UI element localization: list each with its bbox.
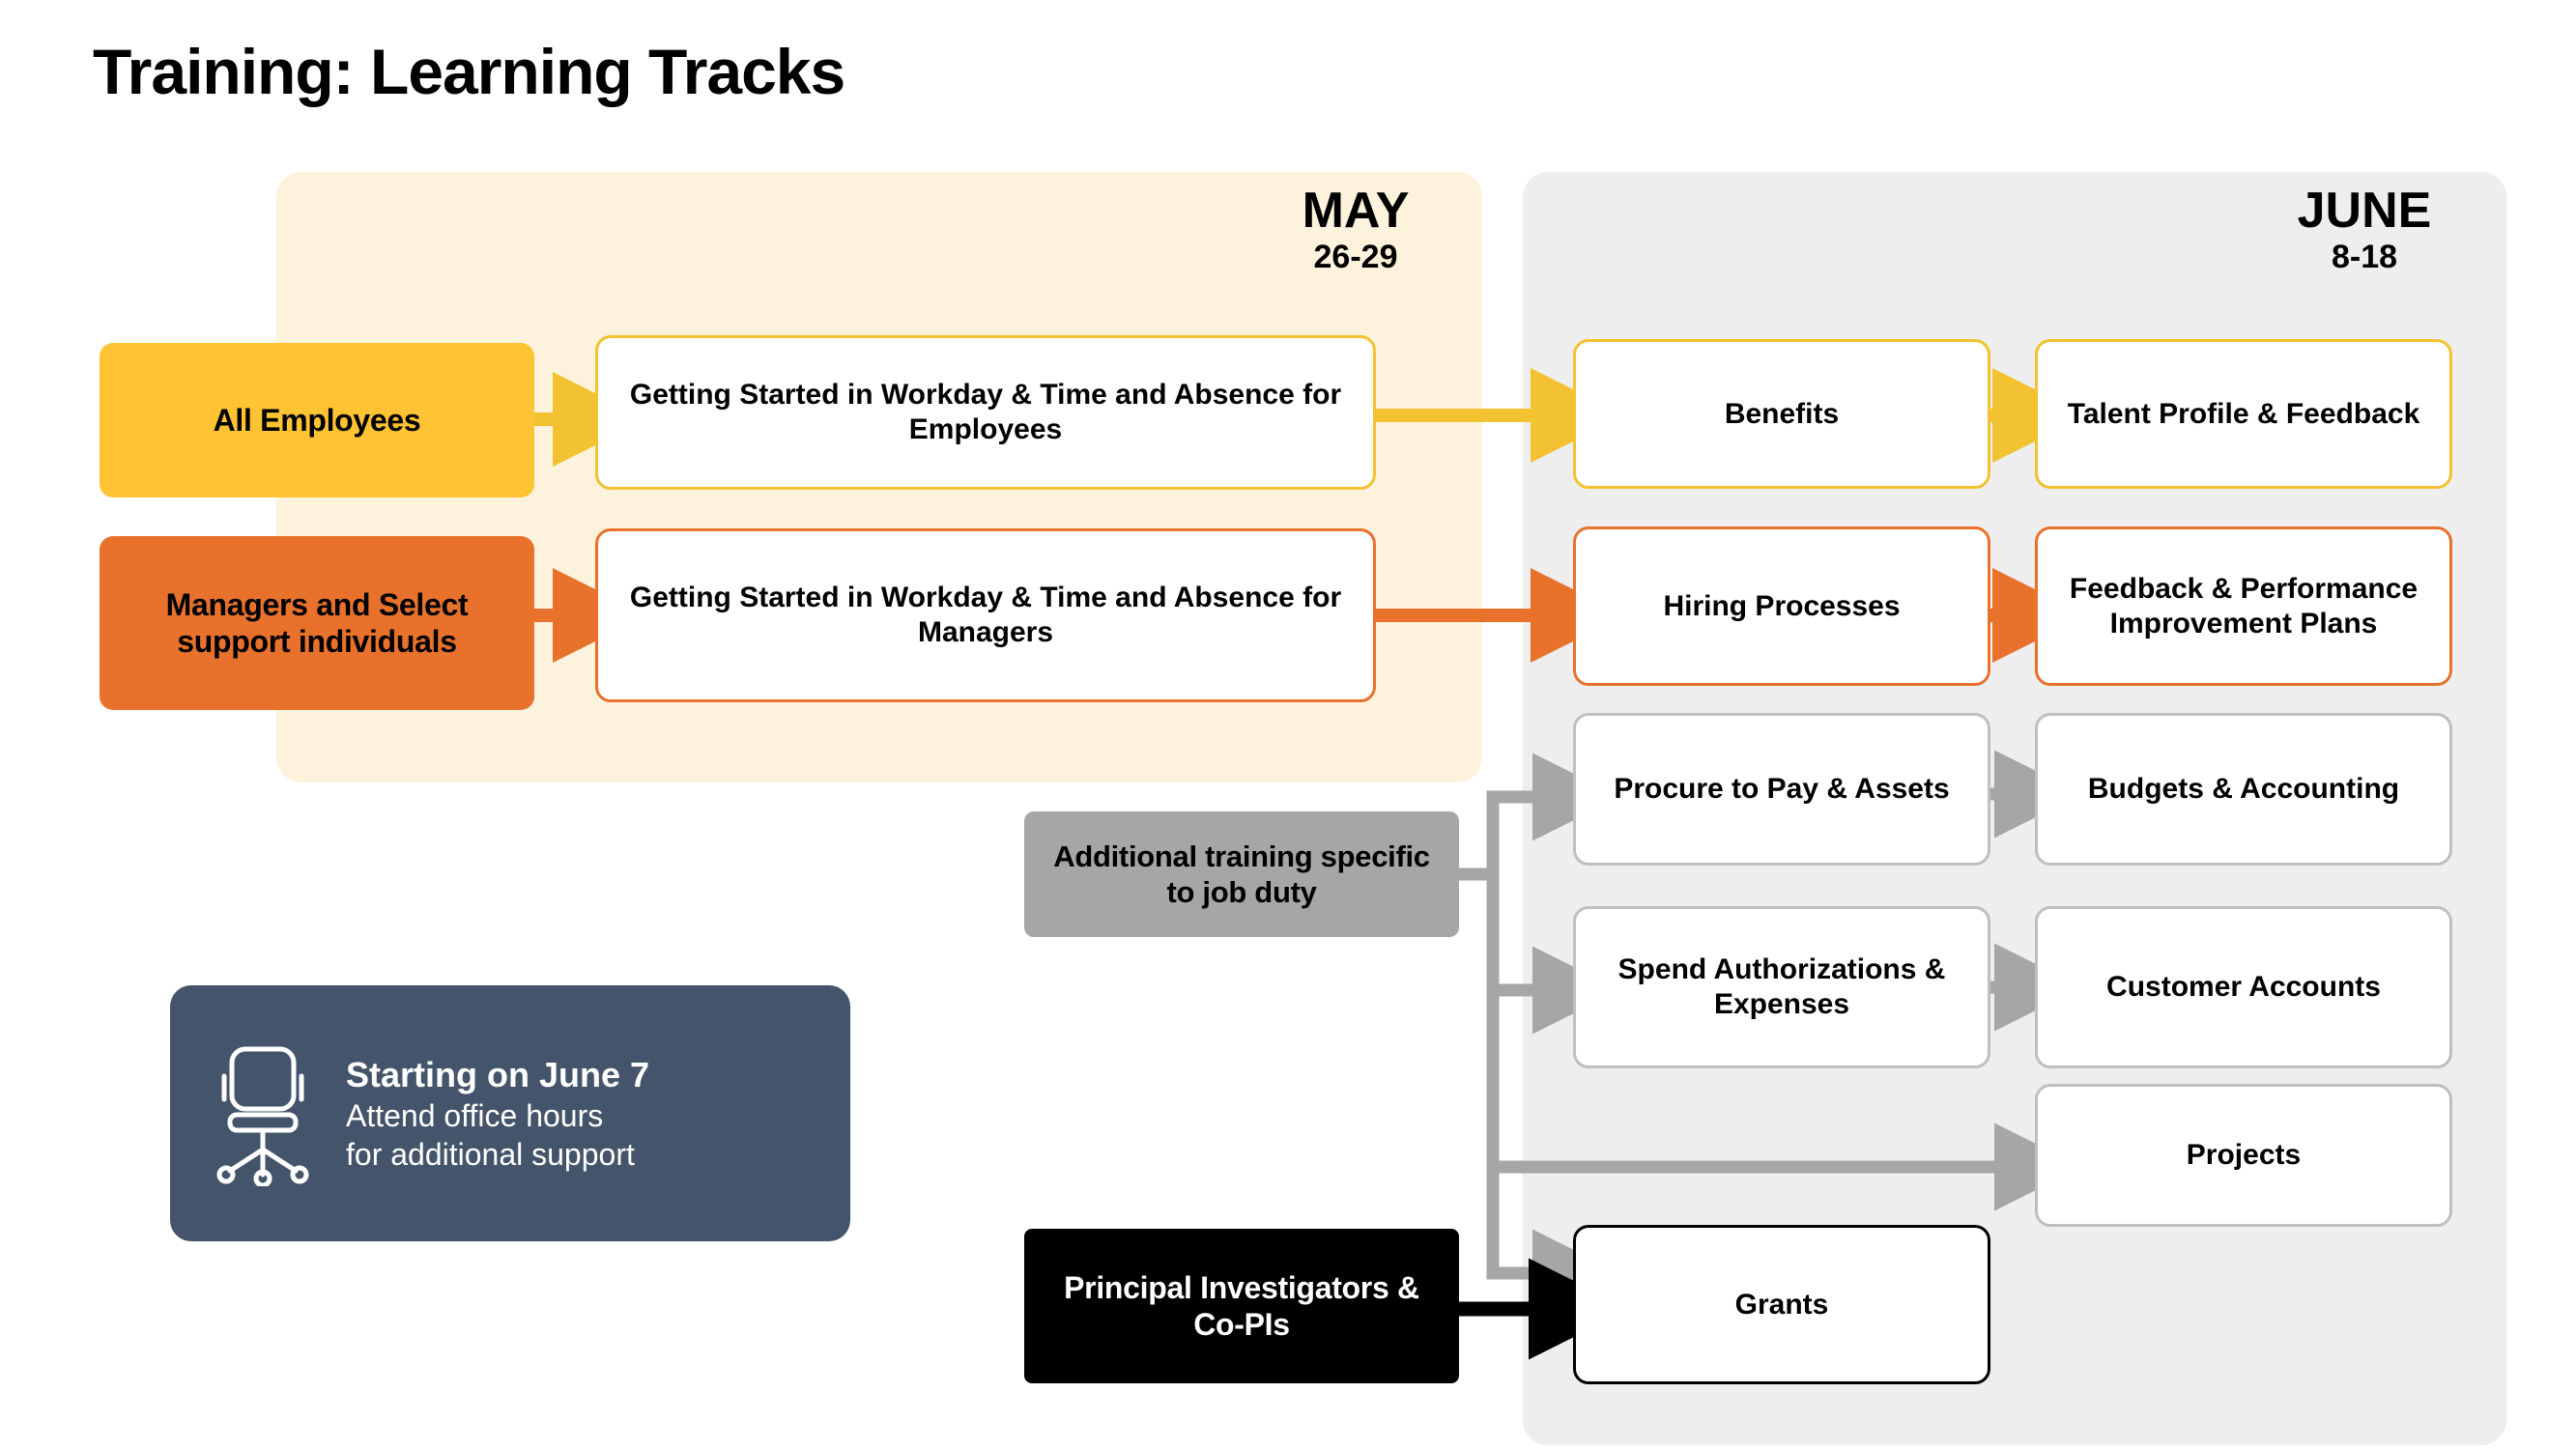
course-spend-authorizations-expenses[interactable]: Spend Authorizations & Expenses [1573, 906, 1990, 1068]
course-grants[interactable]: Grants [1573, 1225, 1990, 1384]
course-procure-to-pay-assets[interactable]: Procure to Pay & Assets [1573, 713, 1990, 866]
office-hours-text [327, 1053, 649, 1174]
course-hiring-processes[interactable]: Hiring Processes [1573, 526, 1990, 686]
audience-principal-investigators[interactable]: Principal Investigators & Co-PIs [1024, 1229, 1459, 1383]
course-projects[interactable]: Projects [2035, 1084, 2452, 1227]
phase-dates-may: 26-29 [1313, 239, 1398, 275]
course-talent-profile-feedback[interactable]: Talent Profile & Feedback [2035, 339, 2452, 489]
phase-dates-june: 8-18 [2331, 239, 2398, 275]
course-benefits[interactable]: Benefits [1573, 339, 1990, 489]
course-getting-started-managers[interactable]: Getting Started in Workday & Time and Absence for Managers [595, 528, 1376, 702]
phase-month-may: MAY [1302, 183, 1410, 239]
audience-all-employees[interactable]: All Employees [100, 343, 534, 497]
course-getting-started-employees[interactable]: Getting Started in Workday & Time and Absence for Employees [595, 335, 1376, 490]
audience-managers[interactable]: Managers and Select support individuals [100, 536, 534, 710]
office-hours-line-1: Attend office hours [346, 1098, 604, 1133]
phase-header-may [1229, 172, 1482, 299]
office-hours-line-2: for additional support [346, 1137, 635, 1172]
course-feedback-performance-improvement-plans[interactable]: Feedback & Performance Improvement Plans [2035, 526, 2452, 686]
course-budgets-accounting[interactable]: Budgets & Accounting [2035, 713, 2452, 866]
office-hours-callout [170, 985, 850, 1241]
page-title: Training: Learning Tracks [93, 36, 845, 107]
phase-header-june [2222, 172, 2506, 299]
audience-additional-training[interactable]: Additional training specific to job duty [1024, 811, 1459, 937]
office-chair-icon [199, 1041, 327, 1186]
phase-month-june: JUNE [2297, 183, 2432, 239]
office-hours-title: Starting on June 7 [346, 1055, 650, 1094]
course-customer-accounts[interactable]: Customer Accounts [2035, 906, 2452, 1068]
